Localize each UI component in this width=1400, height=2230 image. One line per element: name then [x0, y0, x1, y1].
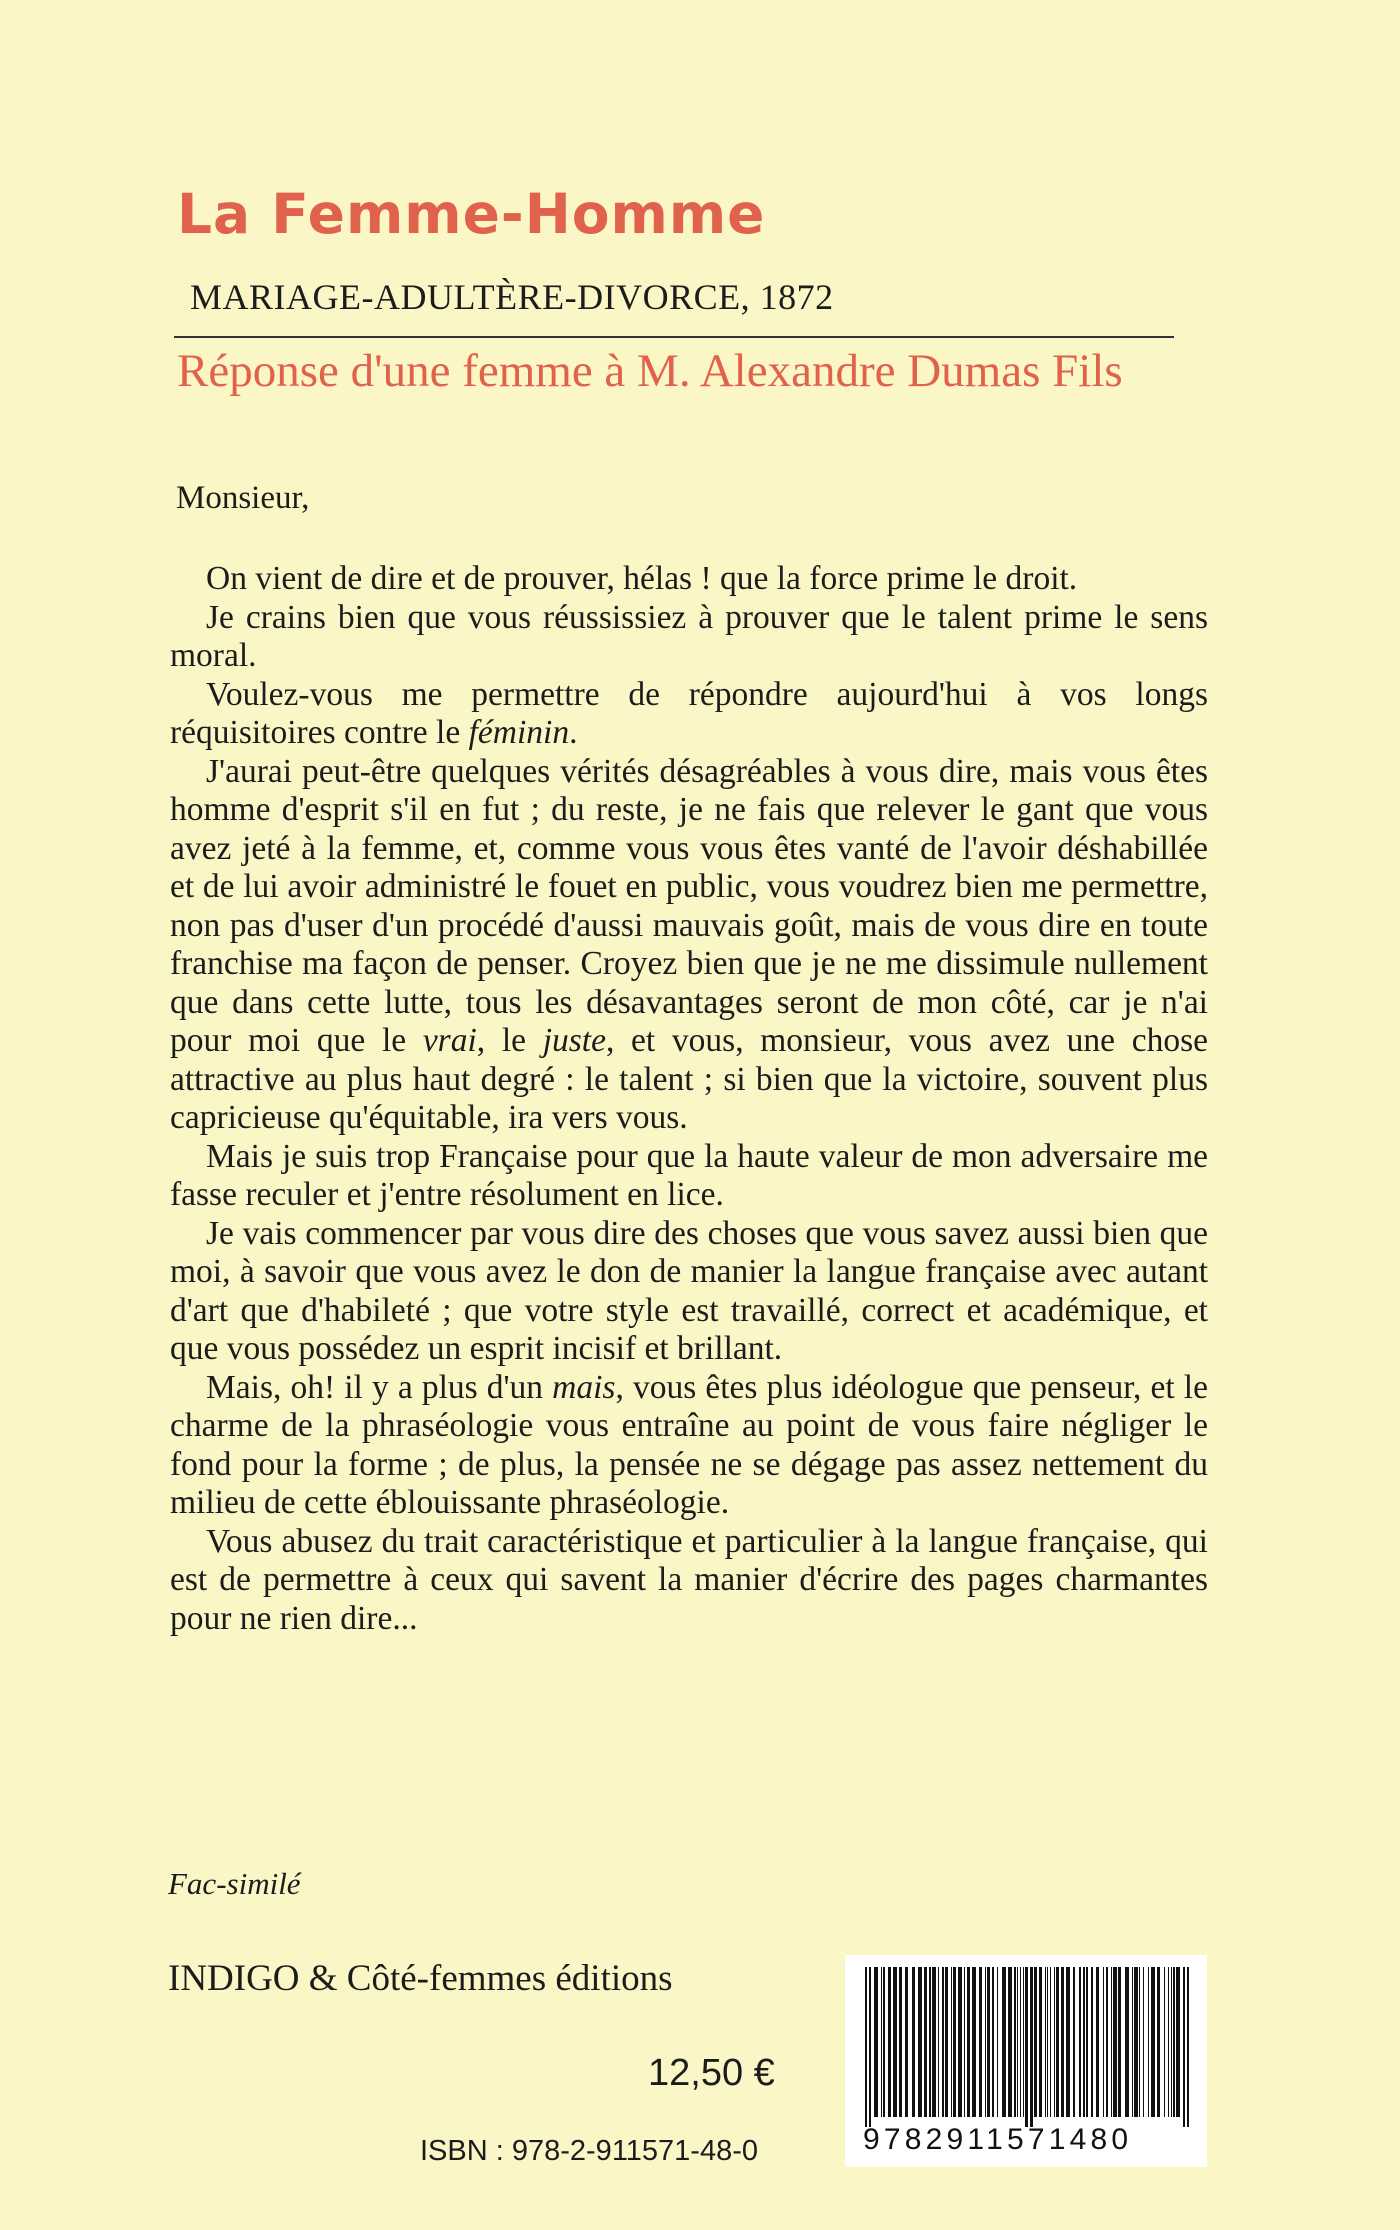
barcode-bar — [951, 1967, 952, 2117]
barcode-bar — [1086, 1967, 1088, 2117]
text-run: Voulez-vous me permettre de répondre aujourd'hui à vos longs réquisitoires contre le — [170, 675, 1208, 751]
barcode-bar — [1091, 1967, 1093, 2117]
price-label: 12,50 € — [648, 2052, 775, 2094]
barcode-bar — [1164, 1967, 1165, 2117]
barcode-bar — [972, 1967, 976, 2117]
letter-salutation: Monsieur, — [176, 480, 310, 516]
barcode-bar — [945, 1967, 948, 2117]
barcode-bar — [1061, 1967, 1064, 2117]
barcode-bar — [869, 1967, 871, 2127]
reply-heading: Réponse d'une femme à M. Alexandre Dumas Fils — [177, 345, 1123, 397]
book-title: La Femme-Homme — [177, 182, 766, 246]
barcode-bar — [985, 1967, 986, 2117]
barcode-bar — [938, 1967, 939, 2117]
facsimile-note: Fac-similé — [168, 1866, 301, 1901]
barcode-digits: 9782911571480 — [863, 2123, 1133, 2156]
text-run: Je crains bien que vous réussissiez à prouver que le talent prime le sens moral. — [170, 598, 1208, 674]
barcode-bar — [924, 1967, 927, 2117]
barcode-bar — [1113, 1967, 1117, 2117]
barcode-bar — [1008, 1967, 1012, 2117]
letter-body — [170, 560, 1208, 1638]
barcode-bar — [987, 1967, 990, 2117]
letter-paragraph — [170, 560, 1208, 599]
barcode-bar — [1168, 1967, 1169, 2117]
barcode-bar — [929, 1967, 931, 2117]
barcode-bar — [1148, 1967, 1149, 2117]
barcode — [845, 1955, 1207, 2167]
letter-paragraph — [170, 1138, 1208, 1215]
barcode-bar — [997, 1967, 998, 2117]
barcode-bar — [1157, 1967, 1160, 2117]
barcode-bar — [1030, 1967, 1033, 2127]
barcode-bar — [918, 1967, 922, 2117]
barcode-bar — [1134, 1967, 1138, 2117]
italic-word: féminin — [468, 714, 570, 751]
letter-paragraph — [170, 753, 1208, 1138]
barcode-bar — [1183, 1967, 1185, 2127]
barcode-bar — [1073, 1967, 1075, 2117]
barcode-bar — [905, 1967, 908, 2117]
barcode-bar — [1002, 1967, 1006, 2117]
barcode-bar — [1143, 1967, 1144, 2117]
letter-paragraph — [170, 1523, 1208, 1639]
barcode-bar — [874, 1967, 878, 2117]
italic-word: vrai — [422, 1022, 477, 1059]
barcode-bar — [964, 1967, 965, 2117]
barcode-bar — [967, 1967, 970, 2117]
barcode-bar — [899, 1967, 902, 2117]
barcode-bar — [881, 1967, 882, 2117]
barcode-bar — [1171, 1967, 1172, 2117]
barcode-bar — [1083, 1967, 1085, 2117]
barcode-bar — [953, 1967, 956, 2117]
barcode-bar — [1151, 1967, 1155, 2117]
text-run: . — [569, 714, 578, 751]
text-run: , le — [476, 1022, 543, 1059]
italic-word: mais — [552, 1368, 616, 1406]
barcode-bar — [912, 1967, 915, 2117]
barcode-bar — [1066, 1967, 1070, 2117]
barcode-bar — [1020, 1967, 1021, 2117]
text-run: J'aurai peut-être quelques vérités désagréables à vous dire, mais vous êtes homme d'esprit s'il en fut ; du reste, je ne fais que relever le gant que vous avez jeté à la femme, et, comme vous vous êtes vanté de l'avoir déshabillée et de lui avoir administré le fouet en public, vous voudrez bien me permettre, non pas d'user d'un procédé d'aussi mauvais goût, mais de vous dire en toute franchise ma façon de penser. Croyez bien que je ne me dissimule nullement que dans cette lutte, tous les désavantages seront de mon côté, car je n'ai pour moi que le — [170, 752, 1208, 1059]
text-run: , vous êtes plus idéologue que penseur, et le charme de la phraséologie vous entraîne au point de vous faire négliger le fond pour la forme ; de plus, la pensée ne se dégage pas assez nettement du milieu de cette éblouissante phraséologie. — [170, 1368, 1208, 1521]
barcode-bar — [1187, 1967, 1189, 2127]
text-run: Mais je suis trop Française pour que la haute valeur de mon adversaire me fasse reculer et j'entre résolument en lice. — [170, 1137, 1208, 1213]
barcode-bar — [1025, 1967, 1028, 2127]
text-run: Je vais commencer par vous dire des choses que vous savez aussi bien que moi, à savoir que vous avez le don de manier la langue française avec autant d'art que d'habileté ; que votre style est travaillé, correct et académique, et que vous possédez un esprit incisif et brillant. — [170, 1214, 1208, 1367]
letter-paragraph — [170, 676, 1208, 753]
barcode-bar — [865, 1967, 867, 2127]
barcode-bar — [1118, 1967, 1121, 2117]
barcode-bar — [888, 1967, 891, 2117]
text-run: Mais, oh! il y a plus d'un — [206, 1368, 553, 1406]
text-run: Vous abusez du trait caractéristique et particulier à la langue française, qui est de permettre à ceux qui savent la manier d'écrire des pages charmantes pour ne rien dire... — [170, 1522, 1208, 1637]
italic-word: juste — [542, 1022, 606, 1059]
barcode-bar — [1111, 1967, 1112, 2117]
barcode-bar — [1045, 1967, 1046, 2117]
barcode-bar — [932, 1967, 936, 2117]
barcode-bar — [1034, 1967, 1037, 2117]
book-subtitle: MARIAGE-ADULTÈRE-DIVORCE, 1872 — [190, 277, 834, 317]
letter-paragraph — [170, 1215, 1208, 1369]
barcode-bar — [1056, 1967, 1059, 2117]
divider-rule — [174, 336, 1174, 338]
barcode-bar — [1039, 1967, 1042, 2117]
barcode-bar — [1125, 1967, 1129, 2117]
letter-paragraph — [170, 1369, 1208, 1523]
barcode-bar — [1132, 1967, 1133, 2117]
barcode-bar — [893, 1967, 897, 2117]
barcode-bar — [1096, 1967, 1099, 2117]
barcode-bar — [883, 1967, 885, 2117]
text-run: , et vous, monsieur, vous avez une chose attractive au plus haut degré : le talent ; si bien que la victoire, souvent plus capricieuse qu'équitable, ira vers vous. — [170, 1022, 1208, 1136]
barcode-bar — [942, 1967, 944, 2117]
barcode-bar — [958, 1967, 962, 2117]
barcode-bar — [1017, 1967, 1018, 2117]
publisher-name: INDIGO & Côté-femmes éditions — [168, 1958, 673, 1999]
letter-paragraph — [170, 599, 1208, 676]
barcode-bar — [1106, 1967, 1108, 2117]
isbn-label: ISBN : 978-2-911571-48-0 — [420, 2135, 759, 2167]
barcode-bar — [1014, 1967, 1016, 2117]
barcode-bar — [1139, 1967, 1140, 2117]
barcode-bar — [1173, 1967, 1175, 2117]
barcode-bar — [1054, 1967, 1055, 2117]
barcode-bar — [1047, 1967, 1048, 2117]
barcode-bar — [1023, 1967, 1024, 2117]
barcode-bar — [992, 1967, 994, 2117]
text-run: On vient de dire et de prouver, hélas ! que la force prime le droit. — [206, 560, 1078, 597]
barcode-bar — [979, 1967, 982, 2117]
barcode-bar — [1079, 1967, 1081, 2117]
barcode-bar — [1103, 1967, 1104, 2117]
barcode-bar — [1176, 1967, 1180, 2117]
barcode-bar — [1050, 1967, 1051, 2117]
